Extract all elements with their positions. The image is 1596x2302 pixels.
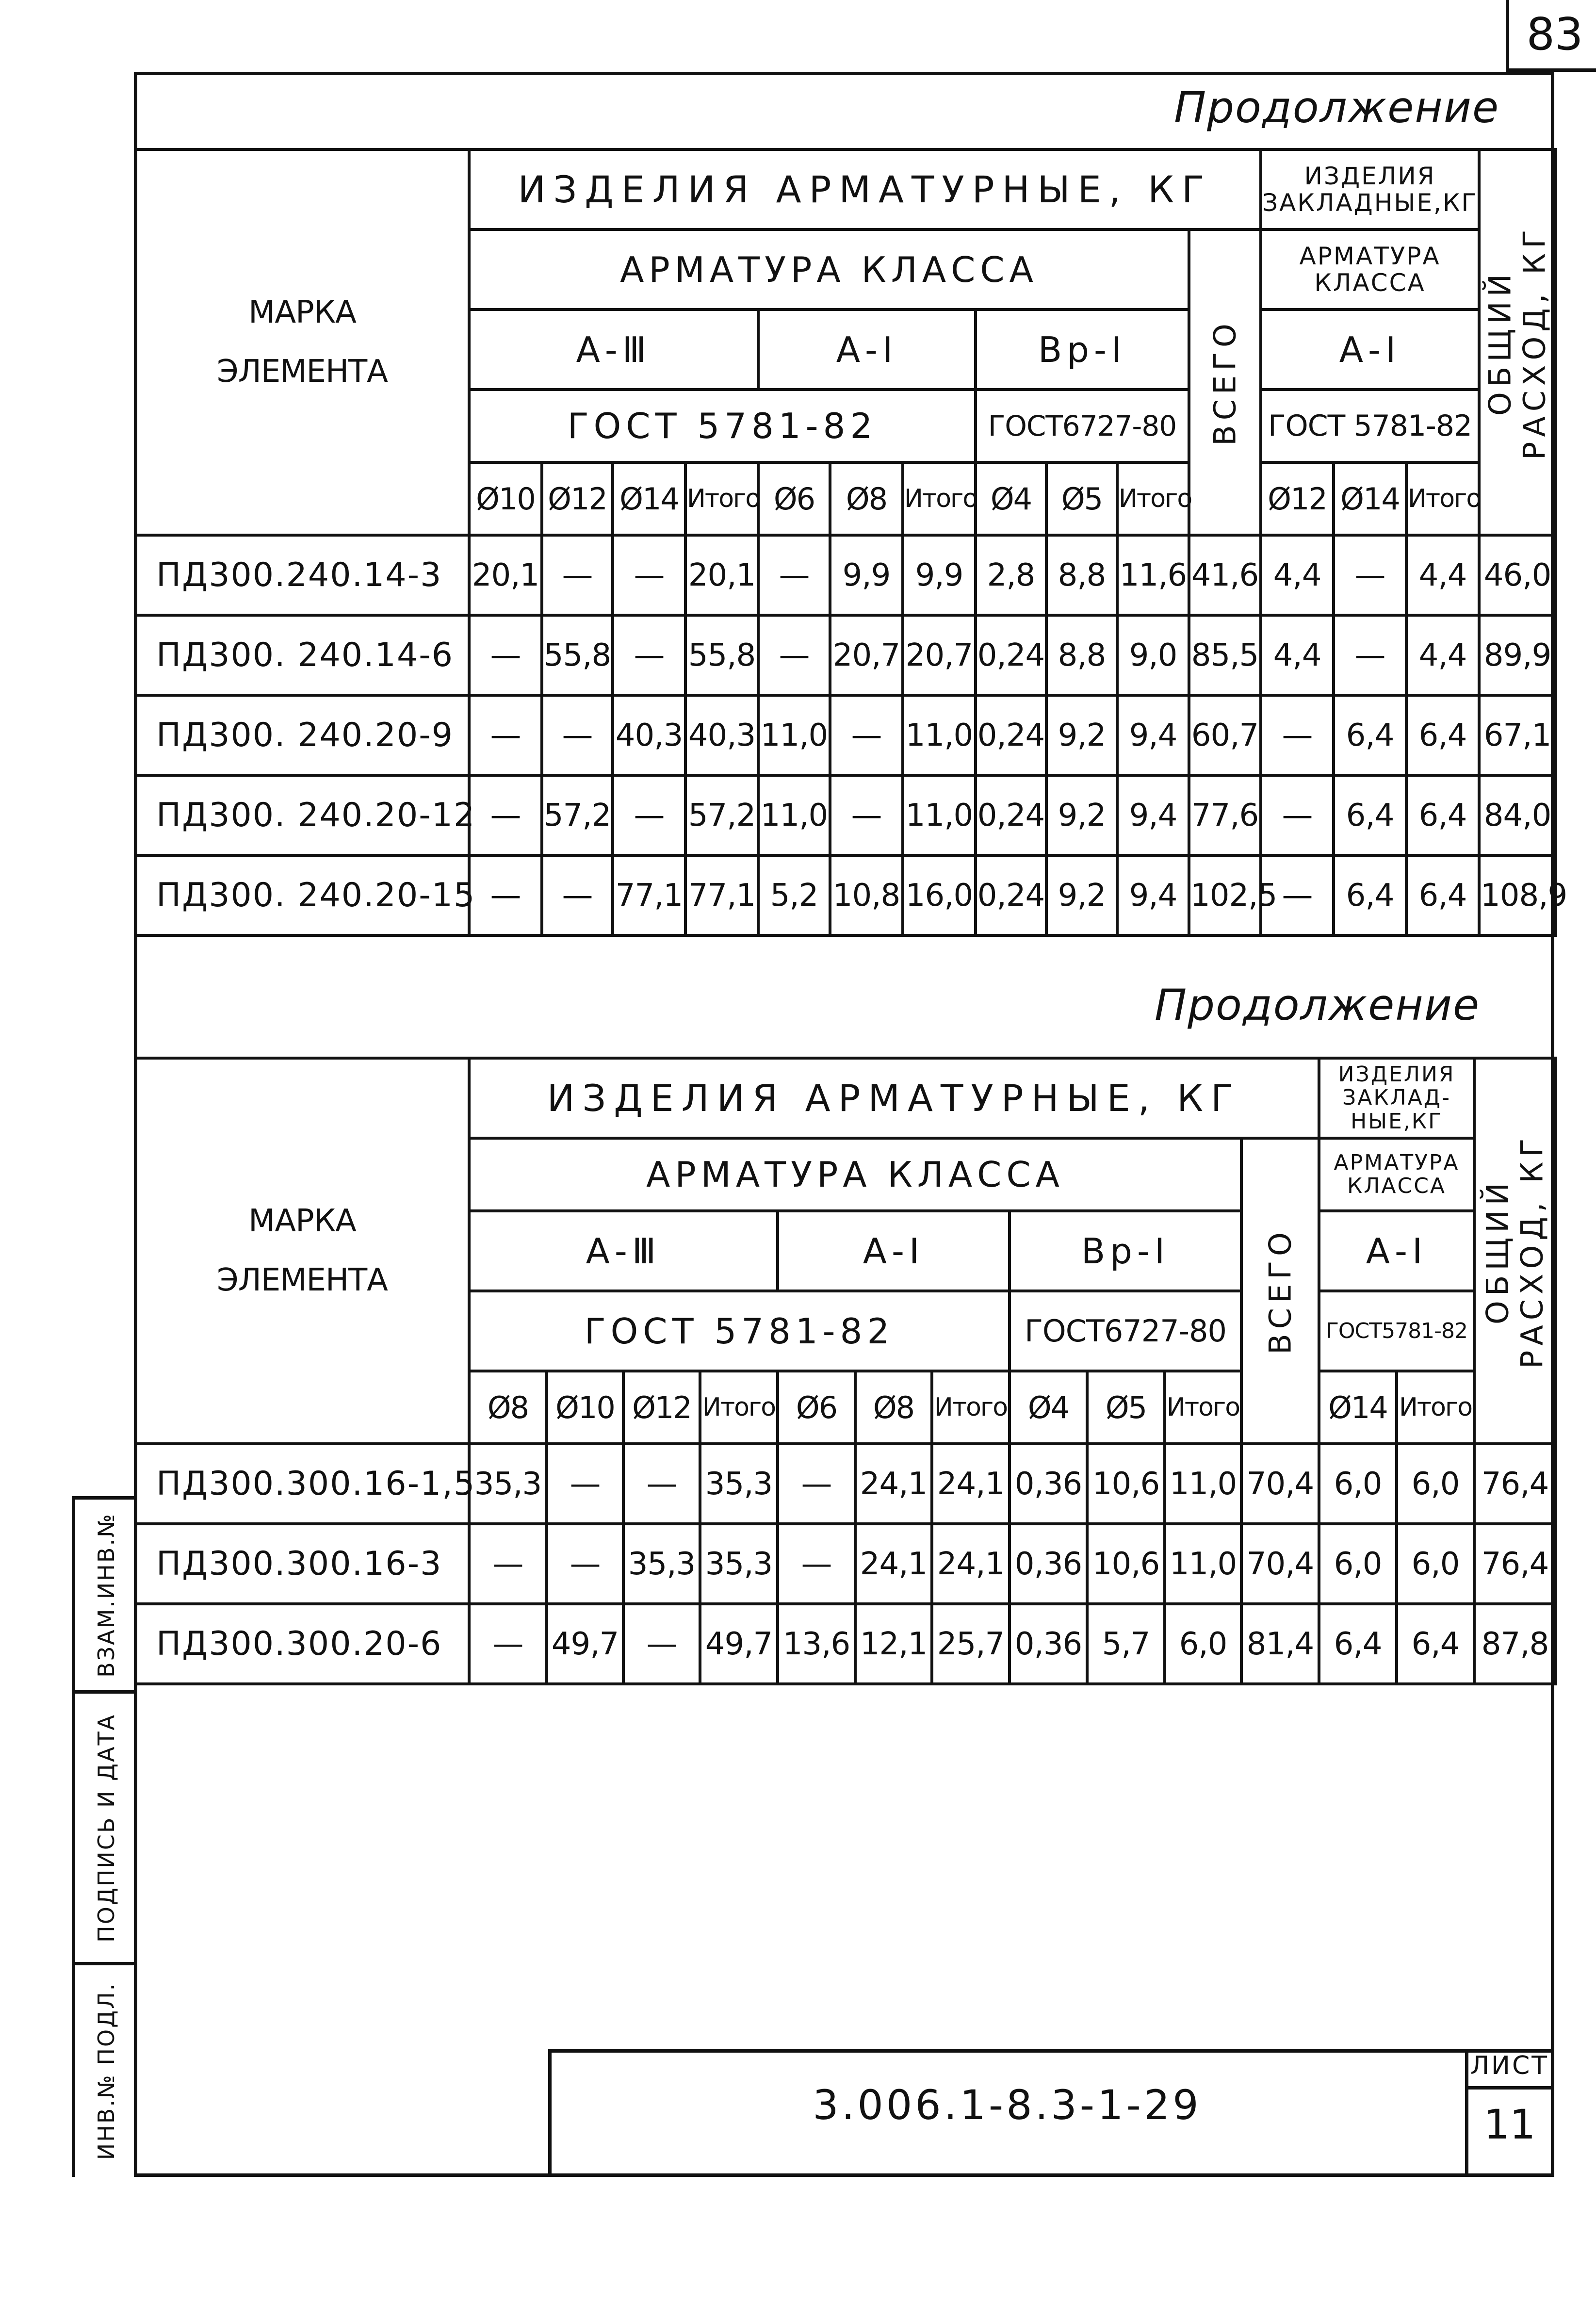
- continuation-label-1: Продолжение: [1174, 82, 1500, 132]
- diameter-header: Ø14: [1319, 1371, 1397, 1444]
- izdeliya-zakladnye-header: ИЗДЕЛИЯ ЗАКЛАДНЫЕ,КГ: [1261, 149, 1479, 229]
- table-cell: 35,3: [700, 1444, 778, 1524]
- diameter-header: Ø6: [758, 462, 830, 535]
- table-cell: 6,0: [1319, 1444, 1397, 1524]
- diameter-header: Ø10: [547, 1371, 623, 1444]
- table-cell: 20,1: [685, 535, 758, 615]
- obshchiy-rashod-header: [1479, 149, 1556, 535]
- table-cell: 70,4: [1241, 1524, 1319, 1604]
- table-cell: 0,24: [976, 855, 1046, 935]
- spec-table-2: [134, 1057, 1557, 1685]
- table-cell: 11,0: [903, 695, 976, 775]
- table-row: [135, 775, 1556, 855]
- table-cell: 76,4: [1474, 1444, 1556, 1524]
- table-cell: 49,7: [700, 1604, 778, 1684]
- table-cell: 8,8: [1046, 535, 1117, 615]
- table-cell: 13,6: [778, 1604, 855, 1684]
- diameter-header: Ø12: [542, 462, 613, 535]
- table-cell: 9,2: [1046, 855, 1117, 935]
- table-cell: 6,4: [1334, 695, 1406, 775]
- table-cell: 55,8: [685, 615, 758, 695]
- table-cell: 57,2: [542, 775, 613, 855]
- table-cell: 9,2: [1046, 775, 1117, 855]
- sheet-label: ЛИСТ: [1470, 2051, 1549, 2080]
- diameter-header: Ø14: [613, 462, 685, 535]
- table-cell: 9,9: [903, 535, 976, 615]
- table-cell: 24,1: [932, 1524, 1010, 1604]
- table-cell: —: [613, 615, 685, 695]
- diameter-header: Ø12: [623, 1371, 700, 1444]
- table-cell: 89,9: [1479, 615, 1556, 695]
- table-cell: 87,8: [1474, 1604, 1556, 1684]
- table-cell: —: [469, 615, 542, 695]
- obshchiy-line1: ОБЩИЙ: [1480, 1177, 1515, 1324]
- gost-5781-header: ГОСТ 5781-82: [469, 1291, 1010, 1371]
- table-cell: 11,0: [758, 775, 830, 855]
- table-cell: 11,0: [758, 695, 830, 775]
- armatura-klassa-header: АРМАТУРА КЛАССА: [469, 1138, 1241, 1211]
- table-cell: 10,6: [1087, 1524, 1165, 1604]
- element-mark: ПД300. 240.20-9: [135, 695, 469, 775]
- table-cell: 11,0: [903, 775, 976, 855]
- table-cell: 5,7: [1087, 1604, 1165, 1684]
- table-row: [135, 855, 1556, 935]
- table-cell: 40,3: [613, 695, 685, 775]
- table-cell: 6,4: [1397, 1604, 1474, 1684]
- diameter-header: Ø4: [976, 462, 1046, 535]
- vsego-header: ВСЕГО: [1189, 229, 1261, 535]
- obshchiy-line2: РАСХОД, КГ: [1515, 1133, 1550, 1369]
- table-cell: 35,3: [700, 1524, 778, 1604]
- page-number: 83: [1526, 8, 1583, 60]
- table-cell: 35,3: [469, 1444, 547, 1524]
- table-cell: —: [542, 695, 613, 775]
- table-cell: 55,8: [542, 615, 613, 695]
- table-cell: 6,0: [1165, 1604, 1241, 1684]
- table-cell: 0,36: [1010, 1444, 1087, 1524]
- element-mark: ПД300. 240.20-12: [135, 775, 469, 855]
- table-cell: 12,1: [855, 1604, 932, 1684]
- diameter-header: Ø4: [1010, 1371, 1087, 1444]
- table-cell: 24,1: [855, 1444, 932, 1524]
- class-a1-header: А-I: [758, 310, 976, 390]
- table-cell: 4,4: [1261, 535, 1334, 615]
- table-cell: 9,9: [830, 535, 903, 615]
- table-row: [135, 1444, 1556, 1524]
- table-cell: 4,4: [1406, 535, 1479, 615]
- table-cell: 6,4: [1334, 855, 1406, 935]
- side-cell-podpis: [75, 1690, 137, 1962]
- table-cell: —: [1261, 775, 1334, 855]
- table-cell: 35,3: [623, 1524, 700, 1604]
- itogo-header: Итого: [685, 462, 758, 535]
- element-mark: ПД300.300.16-1,5: [135, 1444, 469, 1524]
- table-cell: —: [469, 1524, 547, 1604]
- table-cell: 16,0: [903, 855, 976, 935]
- marka-header: [135, 149, 469, 535]
- diameter-header: Ø5: [1046, 462, 1117, 535]
- diameter-header: Ø5: [1087, 1371, 1165, 1444]
- table-cell: 77,1: [685, 855, 758, 935]
- table-cell: 24,1: [932, 1444, 1010, 1524]
- table-cell: 9,4: [1117, 775, 1189, 855]
- table-cell: —: [469, 775, 542, 855]
- table-cell: 108,9: [1479, 855, 1556, 935]
- table-cell: 84,0: [1479, 775, 1556, 855]
- izdeliya-zakladnye-header: ИЗДЕЛИЯ ЗАКЛАД-НЫЕ,КГ: [1319, 1058, 1474, 1138]
- table-cell: 0,24: [976, 775, 1046, 855]
- table-cell: —: [778, 1524, 855, 1604]
- table-cell: 60,7: [1189, 695, 1261, 775]
- table-cell: 9,4: [1117, 855, 1189, 935]
- table-cell: —: [830, 695, 903, 775]
- table-cell: 6,4: [1406, 775, 1479, 855]
- obshchiy-rashod-header: [1474, 1058, 1556, 1444]
- diameter-header: Ø12: [1261, 462, 1334, 535]
- table-cell: 70,4: [1241, 1444, 1319, 1524]
- zakl-armatura-klassa-header: АРМАТУРА КЛАССА: [1261, 229, 1479, 310]
- table-cell: 46,0: [1479, 535, 1556, 615]
- table-cell: 0,36: [1010, 1604, 1087, 1684]
- table-cell: 11,0: [1165, 1524, 1241, 1604]
- table-cell: 25,7: [932, 1604, 1010, 1684]
- table-cell: 5,2: [758, 855, 830, 935]
- zakl-gost-header: ГОСТ5781-82: [1319, 1291, 1474, 1371]
- gost-6727-header: ГОСТ6727-80: [1010, 1291, 1241, 1371]
- table-cell: 24,1: [855, 1524, 932, 1604]
- table-cell: —: [758, 615, 830, 695]
- table-cell: —: [547, 1444, 623, 1524]
- table-cell: 6,0: [1397, 1444, 1474, 1524]
- table-cell: —: [830, 775, 903, 855]
- itogo-header: Итого: [932, 1371, 1010, 1444]
- table-cell: 77,1: [613, 855, 685, 935]
- diameter-header: Ø14: [1334, 462, 1406, 535]
- table-cell: 10,8: [830, 855, 903, 935]
- diameter-header: Ø10: [469, 462, 542, 535]
- table-cell: —: [542, 535, 613, 615]
- table-cell: 20,7: [903, 615, 976, 695]
- marka-line2: ЭЛЕМЕНТА: [217, 1262, 388, 1298]
- table-cell: 2,8: [976, 535, 1046, 615]
- side-cell-inv: [75, 1962, 137, 2177]
- table-cell: —: [1261, 855, 1334, 935]
- table-cell: 6,4: [1319, 1604, 1397, 1684]
- table-cell: —: [623, 1604, 700, 1684]
- table-cell: 9,2: [1046, 695, 1117, 775]
- table-cell: 81,4: [1241, 1604, 1319, 1684]
- itogo-header: Итого: [1397, 1371, 1474, 1444]
- table-cell: —: [542, 855, 613, 935]
- side-cell-vzam: [75, 1496, 137, 1690]
- table-cell: 20,1: [469, 535, 542, 615]
- diameter-header: Ø8: [855, 1371, 932, 1444]
- table-row: [135, 1604, 1556, 1684]
- izdeliya-armaturnye-header: ИЗДЕЛИЯ АРМАТУРНЫЕ, КГ: [469, 1058, 1319, 1138]
- continuation-label-2: Продолжение: [1155, 980, 1481, 1030]
- marka-line1: МАРКА: [248, 1203, 356, 1239]
- table-row: [135, 695, 1556, 775]
- element-mark: ПД300.300.20-6: [135, 1604, 469, 1684]
- obshchiy-line2: РАСХОД, КГ: [1517, 225, 1553, 460]
- table-row: [135, 1524, 1556, 1604]
- document-code: 3.006.1-8.3-1-29: [813, 2081, 1202, 2129]
- inv-podl-label: ИНВ.№ ПОДЛ.: [93, 1982, 119, 2160]
- itogo-header: Итого: [700, 1371, 778, 1444]
- table-cell: —: [1334, 535, 1406, 615]
- table-cell: 4,4: [1406, 615, 1479, 695]
- table-cell: —: [613, 535, 685, 615]
- vzam-inv-label: ВЗАМ.ИНВ.№: [93, 1512, 119, 1678]
- table-cell: 10,6: [1087, 1444, 1165, 1524]
- table1-body: [135, 535, 1567, 935]
- class-vr1-header: Вр-I: [976, 310, 1189, 390]
- table-cell: 6,0: [1397, 1524, 1474, 1604]
- itogo-header: Итого: [903, 462, 976, 535]
- table-cell: —: [623, 1444, 700, 1524]
- table-cell: 0,24: [976, 615, 1046, 695]
- table-row: [135, 535, 1556, 615]
- table-cell: 6,0: [1319, 1524, 1397, 1604]
- zakl-gost-header: ГОСТ 5781-82: [1261, 390, 1479, 462]
- table-cell: —: [613, 775, 685, 855]
- table-cell: —: [778, 1444, 855, 1524]
- diameter-header: Ø8: [830, 462, 903, 535]
- itogo-header: Итого: [1406, 462, 1479, 535]
- table-cell: 67,1: [1479, 695, 1556, 775]
- class-a3-header: А-Ⅲ: [469, 1211, 778, 1291]
- sheet-divider: [1465, 2086, 1554, 2090]
- table-cell: 40,3: [685, 695, 758, 775]
- table-cell: 11,6: [1117, 535, 1189, 615]
- table-cell: —: [547, 1524, 623, 1604]
- table-cell: 49,7: [547, 1604, 623, 1684]
- podpis-data-label: ПОДПИСЬ И ДАТА: [93, 1713, 119, 1943]
- table-cell: —: [469, 695, 542, 775]
- diameter-header: Ø6: [778, 1371, 855, 1444]
- element-mark: ПД300.300.16-3: [135, 1524, 469, 1604]
- table2-body: [135, 1444, 1556, 1684]
- table-cell: 8,8: [1046, 615, 1117, 695]
- armatura-klassa-header: АРМАТУРА КЛАССА: [469, 229, 1189, 310]
- table-cell: 57,2: [685, 775, 758, 855]
- zakl-class-header: А-I: [1261, 310, 1479, 390]
- marka-line2: ЭЛЕМЕНТА: [217, 353, 388, 390]
- table-cell: 9,0: [1117, 615, 1189, 695]
- table-cell: 0,36: [1010, 1524, 1087, 1604]
- obshchiy-line1: ОБЩИЙ: [1482, 269, 1518, 416]
- spec-table-1: [134, 148, 1567, 937]
- vsego-header: ВСЕГО: [1241, 1138, 1319, 1444]
- marka-header: [135, 1058, 469, 1444]
- class-a1-header: А-I: [778, 1211, 1010, 1291]
- table-cell: 0,24: [976, 695, 1046, 775]
- table-cell: 85,5: [1189, 615, 1261, 695]
- table-cell: 6,4: [1406, 855, 1479, 935]
- table-cell: —: [469, 855, 542, 935]
- itogo-header: Итого: [1117, 462, 1189, 535]
- element-mark: ПД300. 240.14-6: [135, 615, 469, 695]
- table-cell: —: [1334, 615, 1406, 695]
- zakl-class-header: А-I: [1319, 1211, 1474, 1291]
- table-row: [135, 615, 1556, 695]
- table-cell: 76,4: [1474, 1524, 1556, 1604]
- table-cell: 9,4: [1117, 695, 1189, 775]
- table-cell: 11,0: [1165, 1444, 1241, 1524]
- gost-6727-header: ГОСТ6727-80: [976, 390, 1189, 462]
- table-cell: 41,6: [1189, 535, 1261, 615]
- table-cell: —: [1261, 695, 1334, 775]
- table-cell: 102,5: [1189, 855, 1261, 935]
- table-cell: 6,4: [1334, 775, 1406, 855]
- table-cell: —: [758, 535, 830, 615]
- table-cell: —: [469, 1604, 547, 1684]
- itogo-header: Итого: [1165, 1371, 1241, 1444]
- class-a3-header: А-Ⅲ: [469, 310, 758, 390]
- side-stamp-strip: [72, 1496, 134, 2177]
- sheet-number: 11: [1483, 2101, 1536, 2148]
- marka-line1: МАРКА: [248, 294, 356, 330]
- element-mark: ПД300. 240.20-15: [135, 855, 469, 935]
- zakl-armatura-klassa-header: АРМАТУРА КЛАССА: [1319, 1138, 1474, 1211]
- table-cell: 20,7: [830, 615, 903, 695]
- izdeliya-armaturnye-header: ИЗДЕЛИЯ АРМАТУРНЫЕ, КГ: [469, 149, 1261, 229]
- diameter-header: Ø8: [469, 1371, 547, 1444]
- gost-5781-header: ГОСТ 5781-82: [469, 390, 976, 462]
- element-mark: ПД300.240.14-3: [135, 535, 469, 615]
- table-cell: 6,4: [1406, 695, 1479, 775]
- table-cell: 77,6: [1189, 775, 1261, 855]
- class-vr1-header: Вр-I: [1010, 1211, 1241, 1291]
- table-cell: 4,4: [1261, 615, 1334, 695]
